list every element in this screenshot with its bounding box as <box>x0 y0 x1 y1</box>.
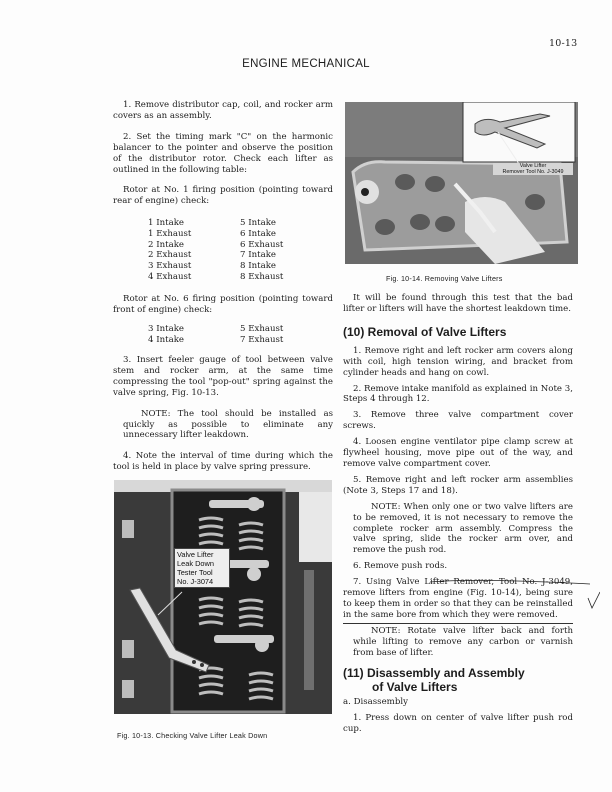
callout-line: Remover Tool No. J-3049 <box>502 169 564 175</box>
rotor-1-check-table <box>148 218 283 283</box>
step-3: 3. Insert feeler gauge of tool between valve stem and rocker arm, at the same time compressing the tool "pop-out" spring against the valve spring, Fig. 10-13. <box>113 355 333 398</box>
engine-block-lifter-removal-illustration <box>345 102 578 264</box>
section-10-note-b: NOTE: Rotate valve lifter back and forth while lifting to remove any carbon or varnish from base of lifter. <box>353 625 573 658</box>
check-table-row <box>148 261 283 272</box>
check-table-cell: 7 Exhaust <box>240 334 284 345</box>
rotor-6-block <box>113 294 333 316</box>
check-table-row <box>148 218 283 229</box>
note-leakdown: NOTE: The tool should be installed as quickly as possible to eliminate any unnecessary lifter leakdown. <box>123 408 333 441</box>
leakdown-result-text: It will be found through this test that the bad lifter or lifters will have the shortest leakdown time. <box>343 293 573 314</box>
check-table-cell: 6 Exhaust <box>240 239 284 250</box>
section-10-step-3: 3. Remove three valve compartment cover screws. <box>343 410 573 432</box>
section-10-note-a: NOTE: When only one or two valve lifters are to be removed, it is not necessary to remove the complete rocker arm assembly. Compress the valve spring, slide the rocker arm over, and remove the push rod. <box>353 501 573 556</box>
step-4: 4. Note the interval of time during which the tool is held in place by valve spring pressure. <box>113 451 333 473</box>
section-11-heading-line-2: of Valve Lifters <box>372 680 458 695</box>
check-table-cell: 8 Exhaust <box>240 271 284 282</box>
check-table-row <box>148 250 283 261</box>
section-10-heading: (10) Removal of Valve Lifters <box>343 324 507 339</box>
section-11-step-1: 1. Press down on center of valve lifter push rod cup. <box>343 713 573 735</box>
section-10-step-2: 2. Remove intake manifold as explained in Note 3, Steps 4 through 12. <box>343 383 573 405</box>
section-11-heading <box>343 666 573 694</box>
check-table-cell: 8 Intake <box>240 261 276 272</box>
handwritten-underline <box>343 623 573 624</box>
callout-line: Tester Tool <box>177 568 213 577</box>
check-table-cell: 6 Intake <box>240 228 276 239</box>
check-table-cell: 3 Exhaust <box>148 261 192 272</box>
callout-line: Valve Lifter <box>177 550 214 559</box>
section-10-step-7: 7. Using Valve Lifter Remover, Tool No. J-3049, remove lifters from engine (Fig. 10-14), being sure to keep them in order so that they can be reinstalled in the same bore from which they were removed. <box>343 577 573 620</box>
callout-line: No. J-3074 <box>177 577 214 586</box>
section-10-step-5: 5. Remove right and left rocker arm assemblies (Note 3, Steps 17 and 18). <box>343 474 573 496</box>
page-number: 10-13 <box>549 38 578 49</box>
rotor-6-intro: Rotor at No. 6 firing position (pointing toward front of engine) check: <box>113 294 333 315</box>
section-10-step-6: 6. Remove push rods. <box>353 561 448 572</box>
check-table-row <box>148 240 283 251</box>
section-title: ENGINE MECHANICAL <box>242 58 370 70</box>
rotor-6-check-table <box>148 324 283 346</box>
check-table-cell: 5 Exhaust <box>240 324 284 334</box>
check-table-cell: 4 Exhaust <box>148 271 192 282</box>
figure-10-14-caption: Fig. 10-14. Removing Valve Lifters <box>386 274 503 283</box>
check-table-cell: 1 Intake <box>148 218 184 228</box>
left-steps-block <box>113 355 333 473</box>
step-1: 1. Remove distributor cap, coil, and rocker arm covers as an assembly. <box>113 100 333 121</box>
figure-10-13-caption: Fig. 10-13. Checking Valve Lifter Leak Down <box>117 731 268 740</box>
right-column <box>343 293 573 735</box>
handwritten-marks <box>420 572 600 612</box>
check-table-row <box>148 324 283 335</box>
check-table-cell: 7 Intake <box>240 250 276 261</box>
check-table-cell: 1 Exhaust <box>148 228 192 239</box>
figure-10-13-photo <box>114 480 332 714</box>
figure-10-14-callout <box>493 163 573 175</box>
callout-line: Leak Down <box>177 559 214 568</box>
figure-10-14-photo <box>345 102 578 264</box>
check-table-cell: 4 Intake <box>148 334 184 345</box>
callout-line: Valve Lifter <box>519 163 547 169</box>
left-column <box>113 100 333 207</box>
check-table-row <box>148 229 283 240</box>
figure-10-13-callout <box>174 548 230 588</box>
section-10-step-1: 1. Remove right and left rocker arm covers along with coil, high tension wiring, and bracket from cylinder heads and hang on cowl. <box>343 345 573 378</box>
check-table-cell: 2 Exhaust <box>148 250 192 261</box>
rotor-1-intro: Rotor at No. 1 firing position (pointing toward rear of engine) check: <box>113 185 333 207</box>
check-table-row <box>148 272 283 283</box>
section-11-heading-line-1: (11) Disassembly and Assembly <box>343 666 525 681</box>
check-table-cell: 3 Intake <box>148 324 184 334</box>
check-table-cell: 5 Intake <box>240 218 276 228</box>
step-2: 2. Set the timing mark "C" on the harmonic balancer to the pointer and observe the position of the distributor rotor. Check each lifter as outlined in the following table: <box>113 131 333 175</box>
engine-valve-springs-illustration <box>114 480 332 714</box>
section-10-step-4: 4. Loosen engine ventilator pipe clamp screw at flywheel housing, move pipe out of the way, and remove valve compartment cover. <box>343 437 573 469</box>
check-table-row <box>148 335 283 346</box>
section-11-subheading-a: a. Disassembly <box>343 697 408 708</box>
check-table-cell: 2 Intake <box>148 239 184 250</box>
